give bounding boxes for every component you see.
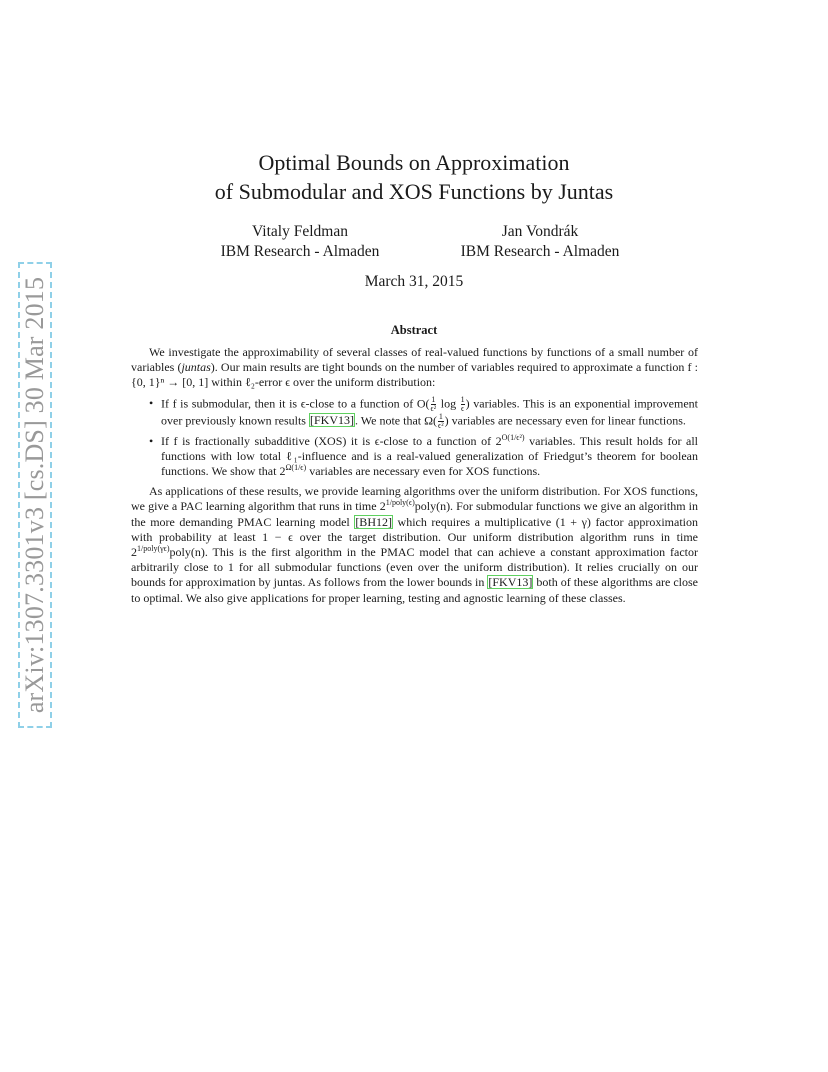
text-span: ). Our main results are tight bounds on the number of variables required to approximate a function f : {0, 1}ⁿ → [0, 1] within ℓ₂-error ϵ over the uniform distribution: — [131, 360, 698, 390]
results-list — [131, 396, 698, 480]
superscript: 1/poly(γϵ) — [137, 544, 170, 554]
abstract-heading: Abstract — [390, 323, 438, 337]
abstract-body — [131, 345, 698, 606]
text-span: which requires a multiplicative (1 + γ) factor approximation with probability at least 1 − ϵ over the target distribution. Our uniform distribution algorithm runs in time 2 — [131, 514, 698, 560]
author-affiliation: IBM Research - Almaden — [460, 243, 620, 260]
author-2 — [420, 222, 660, 262]
text-span: If f is fractionally subadditive (XOS) it is ϵ-close to a function of 2 — [161, 433, 502, 448]
superscript: Ω(1/ϵ) — [285, 463, 307, 473]
text-span: We investigate the approximability of several classes of real-valued functions by functions of a small number of variables ( — [131, 345, 698, 375]
text-span: log — [437, 395, 460, 410]
author-name: Jan Vondrák — [501, 223, 579, 240]
list-item — [161, 396, 698, 430]
author-affiliation: IBM Research - Almaden — [220, 243, 380, 260]
fraction-denominator: ϵ — [461, 403, 465, 413]
juntas-term: juntas — [181, 360, 211, 375]
fraction-denominator: ϵ² — [438, 420, 444, 430]
paper-title — [0, 148, 828, 206]
fraction-numerator: 1 — [460, 394, 465, 404]
fraction-numerator: 1 — [431, 394, 436, 404]
fraction — [438, 413, 444, 430]
citation-link-fkv13[interactable]: [FKV13] — [488, 575, 533, 590]
abstract-intro — [131, 345, 698, 391]
superscript: O(1/ϵ²) — [501, 432, 525, 442]
title-line-1: Optimal Bounds on Approximation — [258, 150, 570, 175]
paper-date: March 31, 2015 — [364, 273, 464, 290]
text-span: . We note that Ω( — [354, 412, 438, 427]
text-span: ) variables are necessary even for linear functions. — [444, 412, 686, 427]
fraction-denominator: ϵ² — [430, 403, 437, 413]
text-span: variables are necessary even for XOS functions. — [306, 464, 541, 479]
text-span: variables. This result holds for all functions with low total ℓ₁-influence and is a real-valued generalization of Friedgut’s theorem for boolean functions. We show that 2 — [161, 433, 698, 479]
text-span: poly(n). This is the first algorithm in the PMAC model that can achieve a constant approximation factor arbitrarily close to 1 for all submodular functions (even over the uniform distribution). It relies crucially on our bounds for approximation by juntas. As follows from the lower bounds in — [131, 545, 698, 590]
superscript: 1/poly(ϵ) — [385, 498, 415, 508]
fraction — [461, 396, 465, 413]
text-span: If f is submodular, then it is ϵ-close to a function of O( — [161, 395, 430, 410]
list-item — [161, 434, 698, 480]
arxiv-stamp-text: arXiv:1307.3301v3 [cs.DS] 30 Mar 2015 — [20, 276, 49, 714]
abstract-applications — [131, 484, 698, 606]
fraction — [431, 396, 437, 413]
text-span: As applications of these results, we provide learning algorithms over the uniform distribution. For XOS functions, we give a PAC learning algorithm that runs in time 2 — [131, 484, 698, 514]
citation-link-bh12[interactable]: [BH12] — [355, 514, 392, 529]
text-span: ) variables. This is an exponential improvement over previously known results — [161, 395, 698, 427]
text-span: poly(n). For submodular functions we give an algorithm in the more demanding PMAC learning model — [131, 499, 698, 529]
author-1 — [190, 222, 410, 262]
title-line-2: of Submodular and XOS Functions by Juntas — [214, 179, 614, 204]
author-name: Vitaly Feldman — [252, 223, 348, 240]
citation-link-fkv13[interactable]: [FKV13] — [309, 412, 354, 427]
text-span: both of these algorithms are close to optimal. We also give applications for proper learning, testing and agnostic learning of these classes. — [131, 575, 699, 605]
fraction-numerator: 1 — [438, 411, 443, 421]
